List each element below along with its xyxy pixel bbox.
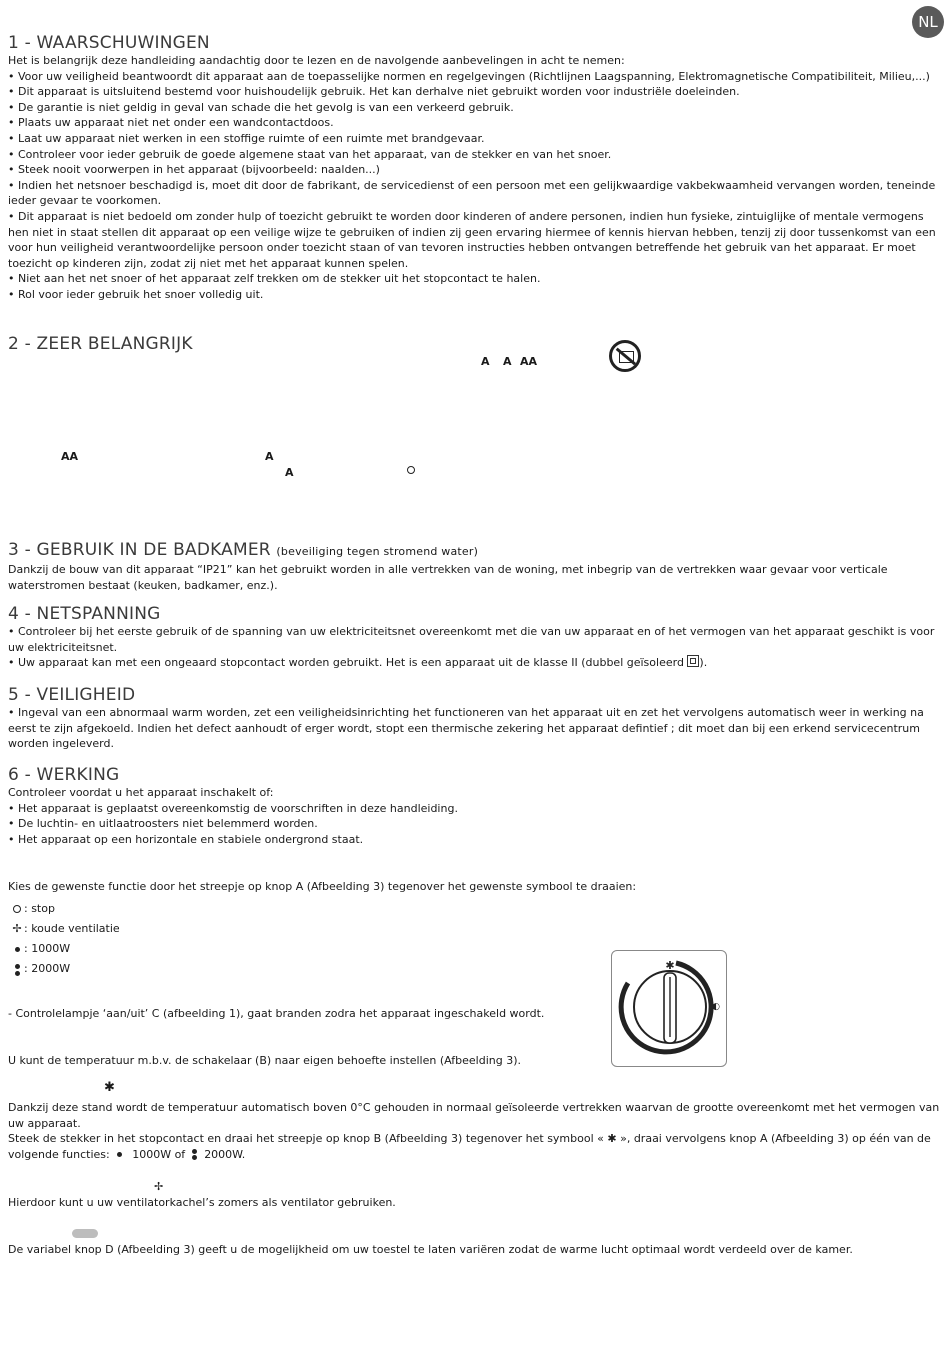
frost-protection-icon: ✱ bbox=[104, 1080, 115, 1095]
list-item: • Steek nooit voorwerpen in het apparaat (bijvoorbeeld: naalden...) bbox=[8, 163, 380, 177]
fan-icon: ✢ bbox=[12, 922, 22, 935]
label-a: A bbox=[265, 450, 274, 463]
list-item: • Laat uw apparaat niet werken in een stoffige ruimte of een ruimte met brandgevaar. bbox=[8, 131, 485, 145]
fan-icon: ✢ bbox=[154, 1180, 164, 1193]
paragraph: Dankzij deze stand wordt de temperatuur automatisch boven 0°C gehouden in normaal geïsoleerde vertrekken waarvan de grootte overeenkomt met het vermogen van uw apparaat. bbox=[8, 1101, 940, 1130]
paragraph: De variabel knop D (Afbeelding 3) geeft u de mogelijkheid om uw toestel te laten variëren zodat de warme lucht optimaal wordt verdeeld over de kamer. bbox=[8, 1243, 853, 1256]
list-item: • Het apparaat op een horizontale en stabiele ondergrond staat. bbox=[8, 832, 364, 846]
section-title-text: 3 - GEBRUIK IN DE BADKAMER bbox=[8, 540, 271, 560]
paragraph-text: 1000W of bbox=[132, 1147, 186, 1161]
warnings-list bbox=[8, 53, 943, 303]
label-a: A bbox=[503, 355, 512, 368]
mode-item bbox=[10, 919, 120, 939]
mode-label: : 2000W bbox=[24, 962, 71, 975]
paragraph: • Ingeval van een abnormaal warm worden, zet een veiligheidsinrichting het functioneren van het apparaat uit en zet het vervolgens automatisch weer in werking na eerst te zijn afgekoeld. Indien het defect aanhoudt of erger wordt, stopt een thermische zekering het apparaat defintief ; dit moet dan bij een erkend servicecentrum worden ingeleverd. bbox=[8, 706, 924, 751]
mode-item bbox=[10, 939, 120, 959]
paragraph: - Controlelampje ‘aan/uit’ C (afbeelding 1), gaat branden zodra het apparaat ingeschakeld wordt. bbox=[8, 1007, 545, 1020]
paragraph-text: 2000W. bbox=[204, 1147, 246, 1161]
svg-text:◐: ◐ bbox=[712, 1002, 720, 1012]
list-item: • Niet aan het net snoer of het apparaat zelf trekken om de stekker uit het stopcontact te halen. bbox=[8, 272, 541, 286]
section-safety bbox=[8, 685, 943, 752]
section-title: 1 - WAARSCHUWINGEN bbox=[8, 33, 210, 53]
list-item: • Dit apparaat is niet bedoeld om zonder hulp of toezicht gebruikt te worden door kinderen of andere personen, indien hun fysieke, zintuiglijke of mentale vermogens hen niet in staat stellen dit apparaat op een veilige wijze te gebruiken of indien zij geen ervaring hiermee of kennis hiervan hebben, tenzij zij door tussenkomst van een voor hun veiligheid verantwoordelijke persoon onder toezicht staan of van tevoren instructies hebben ontvangen betreffende het gebruik van het apparaat. Er moet toezicht op kinderen zijn, zodat zij niet met het apparaat kunnen spelen. bbox=[8, 209, 936, 270]
mode-label: : koude ventilatie bbox=[24, 922, 120, 935]
section-title bbox=[8, 540, 943, 562]
mode-item bbox=[10, 959, 120, 979]
list-item-text: • Uw apparaat kan met een ongeaard stopcontact worden gebruikt. Het is een apparaat uit de klasse II (dubbel geïsoleerd bbox=[8, 656, 684, 670]
section-subtitle: (beveiliging tegen stromend water) bbox=[276, 545, 479, 558]
section-warnings bbox=[8, 33, 943, 303]
list-item: • Dit apparaat is uitsluitend bestemd voor huishoudelijk gebruik. Het kan derhalve niet gebruikt worden voor industriële doeleinden. bbox=[8, 85, 740, 99]
list-item: • Het apparaat is geplaatst overeenkomstig de voorschriften in deze handleiding. bbox=[8, 801, 458, 815]
list-item: • Plaats uw apparaat niet net onder een wandcontactdoos. bbox=[8, 116, 334, 130]
class-ii-icon bbox=[687, 655, 699, 667]
one-dot-icon bbox=[117, 1152, 122, 1157]
paragraph: Dankzij de bouw van dit apparaat “IP21” kan het gebruikt worden in alle vertrekken van de woning, met inbegrip van de vertrekken waar gevaar voor verticale waterstromen bestaat (keuken, badkamer, enz.). bbox=[8, 563, 888, 592]
oscillation-knob-icon bbox=[72, 1229, 98, 1238]
thermostat-dial-figure bbox=[611, 950, 727, 1067]
off-symbol-icon bbox=[407, 466, 415, 474]
language-badge: NL bbox=[912, 6, 944, 38]
stop-icon bbox=[13, 905, 21, 913]
list-item-text: ). bbox=[699, 656, 708, 670]
label-a: A bbox=[285, 466, 294, 479]
do-not-cover-icon bbox=[609, 340, 641, 372]
section-title-important: 2 - ZEER BELANGRIJK bbox=[8, 334, 193, 354]
paragraph: Controleer voordat u het apparaat inschakelt of: bbox=[8, 786, 274, 799]
section-title: 6 - WERKING bbox=[8, 765, 120, 785]
paragraph-text: Steek de stekker in het stopcontact en draai het streepje op knop B (Afbeelding 3) tegenover het symbool « bbox=[8, 1132, 604, 1146]
label-a: A bbox=[481, 355, 490, 368]
two-dots-icon bbox=[192, 1149, 197, 1161]
thermostat-dial-icon bbox=[612, 951, 726, 1066]
list-item bbox=[8, 655, 943, 671]
list-item: • Voor uw veiligheid beantwoordt dit apparaat aan de toepasselijke normen en regelgevingen (Richtlijnen Laagspanning, Elektromagnetische Compatibiliteit, Milieu,...) bbox=[8, 69, 930, 83]
mode-list bbox=[10, 899, 120, 979]
paragraph bbox=[8, 1131, 943, 1162]
section-title: 4 - NETSPANNING bbox=[8, 604, 161, 624]
frost-protection-icon: ✱ bbox=[607, 1132, 617, 1146]
label-aa: AA bbox=[520, 355, 538, 368]
mode-label: : stop bbox=[24, 902, 55, 915]
two-dots-icon bbox=[10, 962, 24, 976]
paragraph-text: », draai vervolgens knop A (Afbeelding 3) op één van de volgende functies: bbox=[8, 1132, 931, 1161]
section-voltage bbox=[8, 604, 943, 671]
list-item: • Rol voor ieder gebruik het snoer volledig uit. bbox=[8, 287, 264, 301]
list-item: • De luchtin- en uitlaatroosters niet belemmerd worden. bbox=[8, 817, 318, 831]
section-operation bbox=[8, 765, 943, 847]
mode-item bbox=[10, 899, 120, 919]
paragraph: U kunt de temperatuur m.b.v. de schakelaar (B) naar eigen behoefte instellen (Afbeelding 3). bbox=[8, 1054, 521, 1067]
section-title: 5 - VEILIGHEID bbox=[8, 685, 136, 705]
paragraph: Hierdoor kunt u uw ventilatorkachel’s zomers als ventilator gebruiken. bbox=[8, 1196, 396, 1209]
list-item: • Indien het netsnoer beschadigd is, moet dit door de fabrikant, de servicedienst of een persoon met een gelijkwaardige vakbekwaamheid vervangen worden, teneinde ieder gevaar te voorkomen. bbox=[8, 178, 936, 208]
paragraph: Kies de gewenste functie door het streepje op knop A (Afbeelding 3) tegenover het gewenste symbool te draaien: bbox=[8, 880, 637, 893]
label-aa: AA bbox=[61, 450, 79, 463]
one-dot-icon bbox=[15, 947, 20, 952]
mode-label: : 1000W bbox=[24, 942, 71, 955]
list-item: • Controleer voor ieder gebruik de goede algemene staat van het apparaat, van de stekker en van het snoer. bbox=[8, 147, 612, 161]
intro-paragraph: Het is belangrijk deze handleiding aandachtig door te lezen en de navolgende aanbevelingen in acht te nemen: bbox=[8, 54, 625, 67]
list-item: • De garantie is niet geldig in geval van schade die het gevolg is van een verkeerd gebruik. bbox=[8, 100, 514, 114]
list-item: • Controleer bij het eerste gebruik of de spanning van uw elektriciteitsnet overeenkomt met die van uw apparaat en of het vermogen van het apparaat geschikt is voor uw elektriciteitsnet. bbox=[8, 625, 935, 654]
frost-protection-block bbox=[8, 1100, 943, 1162]
section-bathroom bbox=[8, 540, 943, 593]
svg-text:✱: ✱ bbox=[665, 959, 675, 972]
